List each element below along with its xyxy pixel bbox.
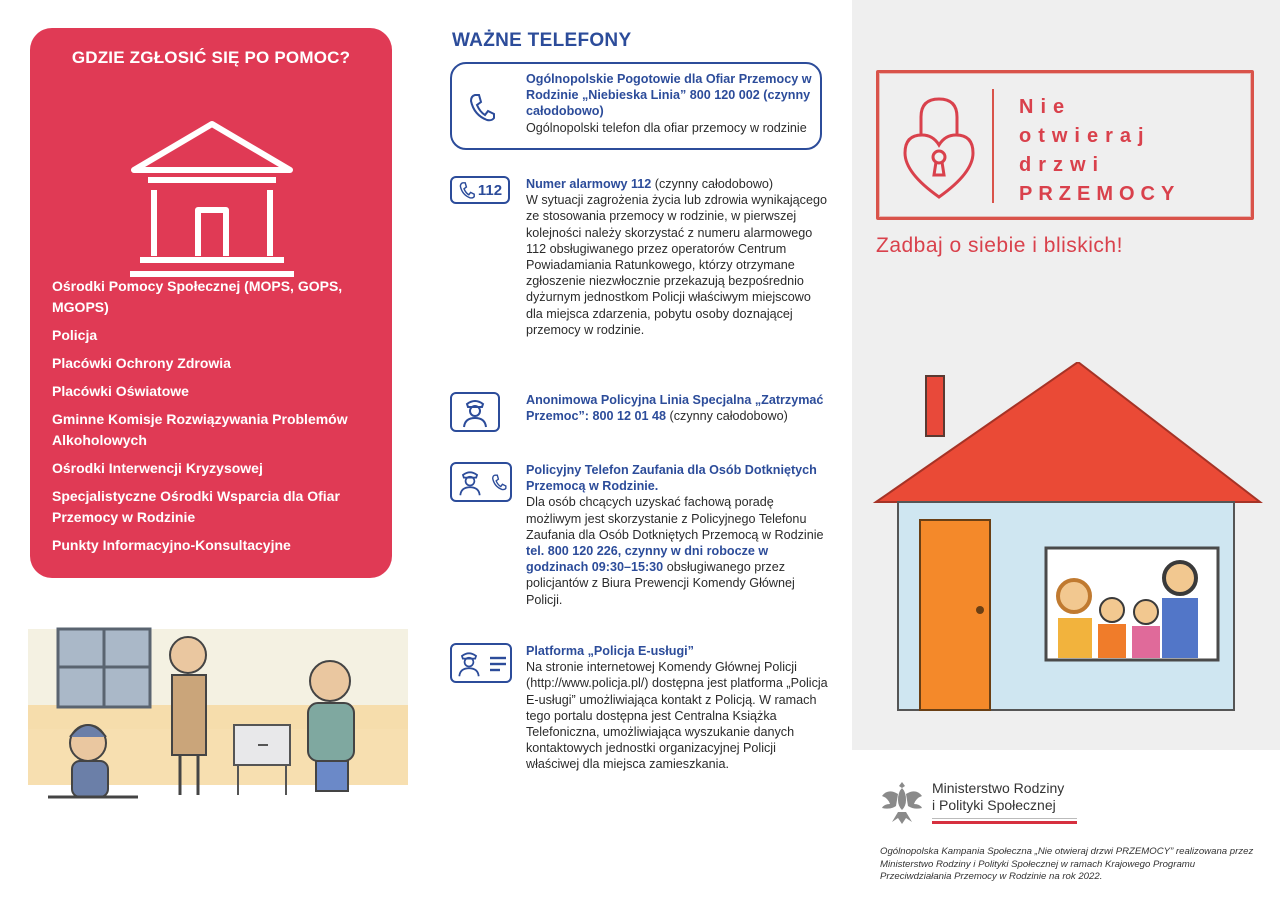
phone-icon <box>491 473 507 491</box>
campaign-title-line: otwieraj <box>1019 125 1151 147</box>
help-item: Policja <box>52 327 98 343</box>
eservices-lead: Platforma „Policja E-usługi” <box>526 644 694 658</box>
campaign-footnote: Ogólnopolska Kampania Społeczna „Nie otwieraj drzwi PRZEMOCY” realizowana przez Ministerstwo Rodziny i Polityki Społecznej w ramach Krajowego Programu Przeciwdziałania Przemocy w Rodzinie na rok 2022. <box>880 846 1254 883</box>
eservices-description: Na stronie internetowej Komendy Głównej Policji (http://www.policja.pl/) dostępna jest platforma „Policja E-usługi” umożliwiająca kontakt z Policją. W ramach tego portalu dostępna jest Centralna Książka Telefoniczna, umożliwiająca wyszukanie danych kontaktowych jednostki organizacyjnej Policji właściwej dla miejsca zamieszkania. <box>526 660 828 772</box>
campaign-title <box>1019 93 1180 209</box>
campaign-title-line: Nie <box>1019 96 1072 118</box>
phone-icon <box>468 92 496 122</box>
emergency-description: W sytuacji zagrożenia życia lub zdrowia wynikającego ze stosowania przemocy w rodzinie, w pierwszej kolejności należy skorzystać z numeru alarmowego 112 obsługiwanego przez operatorów Centrum Powiadamiania Ratunkowego, którzy otrzymane zgłoszenie niezwłocznie przekazują bezpośrednio dyżurnym jednostkom Policji właściwym miejscowo dla miejsca zdarzenia, pobytu osoby doznającej przemocy w rodzinie. <box>526 193 827 337</box>
anonymous-line-entry <box>450 392 828 444</box>
ministry-underline <box>932 821 1077 824</box>
anonymous-lead-suffix: (czynny całodobowo) <box>666 409 788 424</box>
help-item: Placówki Ochrony Zdrowia <box>52 355 231 371</box>
trust-lead: Policyjny Telefon Zaufania dla Osób Dotkniętych Przemocą w Rodzinie. <box>526 463 817 494</box>
hotline-lead: Ogólnopolskie Pogotowie dla Ofiar Przemocy w Rodzinie „Niebieska Linia” 800 120 002 (czynny całodobowo) <box>526 72 812 119</box>
phone-icon <box>458 181 476 199</box>
police-id-card-badge <box>450 643 512 683</box>
help-item: Ośrodki Pomocy Społecznej (MOPS, GOPS, MGOPS) <box>52 278 343 315</box>
eservices-entry <box>450 643 828 793</box>
anonymous-lead: Anonimowa Policyjna Linia Specjalna „Zatrzymać Przemoc”: 800 12 01 48 <box>526 393 824 424</box>
hotline-description: Ogólnopolski telefon dla ofiar przemocy w rodzinie <box>526 120 807 135</box>
help-item: Punkty Informacyjno-Konsultacyjne <box>52 537 291 553</box>
polish-eagle-emblem-icon <box>880 778 924 826</box>
document-lines-icon <box>488 653 508 673</box>
help-item: Specjalistyczne Ośrodki Wsparcia dla Ofiar Przemocy w Rodzinie <box>52 488 340 525</box>
help-title: GDZIE ZGŁOSIĆ SIĘ PO POMOC? <box>71 48 351 67</box>
trust-description: Dla osób chcących uzyskać fachową poradę możliwym jest skorzystanie z Policyjnego Telefonu Zaufania dla Osób Dotkniętych Przemocą w Rodzinie <box>526 495 824 542</box>
help-panel <box>30 28 392 578</box>
trust-description-end: obsługiwanego przez policjantów z Biura Prewencji Komendy Głównej Policji. <box>526 560 795 607</box>
campaign-logo <box>876 70 1254 220</box>
phones-title: WAŻNE TELEFONY <box>452 30 632 51</box>
police-phone-badge <box>450 462 512 502</box>
family-house-illustration <box>868 362 1268 728</box>
help-item: Gminne Komisje Rozwiązywania Problemów Alkoholowych <box>52 411 348 448</box>
trust-phone-hours: tel. 800 120 226, czynny w dni robocze w godzinach 09:30–15:30 <box>526 544 769 575</box>
campaign-slogan: Zadbaj o siebie i bliskich! <box>876 234 1123 257</box>
trust-text <box>526 462 828 608</box>
trust-line-entry <box>450 462 828 632</box>
hotline-text <box>526 71 822 136</box>
heart-padlock-icon <box>899 91 979 203</box>
ministry-name <box>932 780 1064 814</box>
help-item: Placówki Oświatowe <box>52 383 189 399</box>
anonymous-text <box>526 392 828 424</box>
institution-building-icon <box>126 118 298 286</box>
children-illustration <box>28 605 410 827</box>
emergency-lead-suffix: (czynny całodobowo) <box>651 177 774 191</box>
emergency-text <box>526 176 828 338</box>
emergency-112-entry <box>450 176 828 376</box>
ministry-logo <box>880 776 1080 830</box>
emergency-112-number: 112 <box>477 181 503 199</box>
ministry-name-line: i Polityki Społecznej <box>932 797 1056 813</box>
police-officer-icon <box>455 466 485 498</box>
blue-line-hotline-box <box>450 62 822 150</box>
campaign-divider <box>992 89 994 203</box>
police-officer-badge <box>450 392 500 432</box>
help-list <box>52 276 370 563</box>
help-item: Ośrodki Interwencji Kryzysowej <box>52 460 263 476</box>
police-officer-icon <box>458 396 492 428</box>
ministry-name-line: Ministerstwo Rodziny <box>932 780 1065 796</box>
emergency-lead: Numer alarmowy 112 <box>526 177 652 191</box>
police-officer-icon <box>454 647 484 679</box>
eservices-text <box>526 643 828 773</box>
campaign-title-line: drzwi <box>1019 154 1106 176</box>
campaign-title-line: PRZEMOCY <box>1019 183 1181 205</box>
emergency-112-badge <box>450 176 510 204</box>
